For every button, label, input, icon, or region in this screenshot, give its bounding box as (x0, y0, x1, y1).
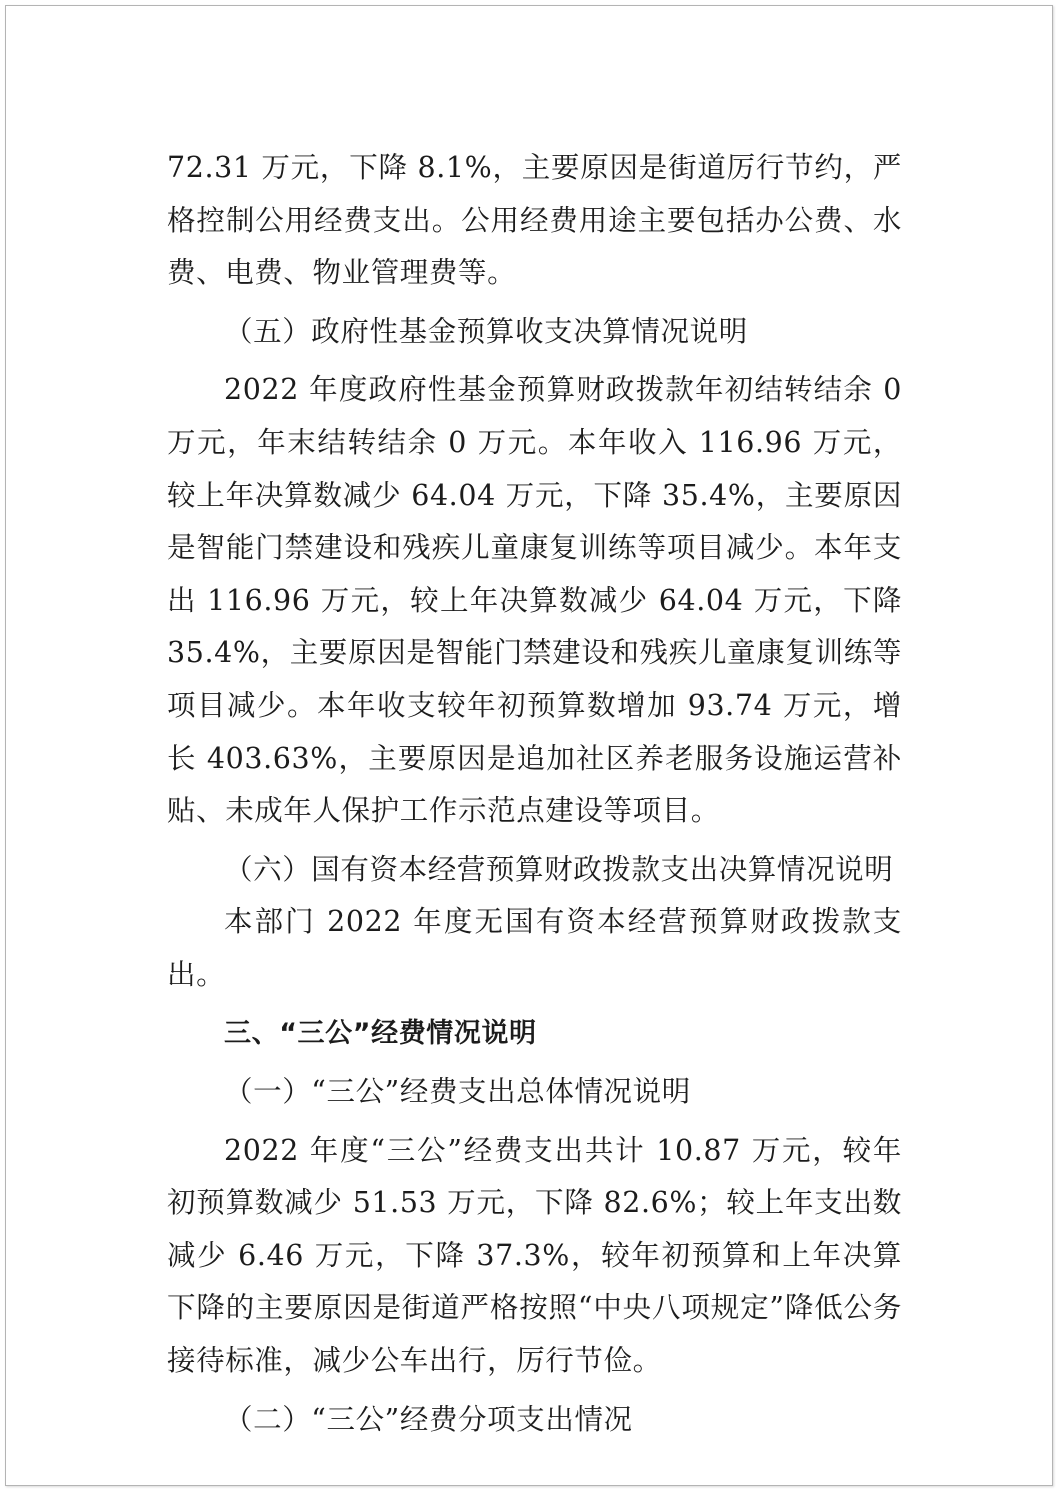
section-heading-three-public-expenses: 三、“三公”经费情况说明 (224, 1017, 537, 1049)
paragraph-state-capital-budget: 本部门 2022 年度无国有资本经营预算财政拨款支出。 (167, 905, 902, 991)
paragraph-public-expense-conclusion: 72.31 万元，下降 8.1%，主要原因是街道厉行节约，严格控制公用经费支出。公用经费用途主要包括办公费、水费、电费、物业管理费等。 (167, 151, 902, 290)
paragraph-three-public-overall: 2022 年度“三公”经费支出共计 10.87 万元，较年初预算数减少 51.53 万元，下降 82.6%；较上年支出数减少 6.46 万元，下降 37.3%，较年初预算和上年决算下降的主要原因是街道严格按照“中央八项规定”降低公务接待标准，减少公车出行，厉行节俭。 (167, 1133, 902, 1378)
document-page (5, 5, 1053, 1486)
heading-three-public-overall: （一）“三公”经费支出总体情况说明 (224, 1075, 691, 1109)
page-body (167, 142, 902, 1446)
heading-state-capital-budget: （六）国有资本经营预算财政拨款支出决算情况说明 (224, 852, 894, 886)
heading-government-fund-budget: （五）政府性基金预算收支决算情况说明 (224, 314, 748, 348)
heading-three-public-itemized: （二）“三公”经费分项支出情况 (224, 1402, 633, 1436)
paragraph-government-fund-budget: 2022 年度政府性基金预算财政拨款年初结转结余 0 万元，年末结转结余 0 万元。本年收入 116.96 万元，较上年决算数减少 64.04 万元，下降 35.4%，主要原因是智能门禁建设和残疾儿童康复训练等项目减少。本年支出 116.96 万元，较上年决算数减少 64.04 万元，下降 35.4%，主要原因是智能门禁建设和残疾儿童康复训练等项目减少。本年收支较年初预算数增加 93.74 万元，增长 403.63%，主要原因是追加社区养老服务设施运营补贴、未成年人保护工作示范点建设等项目。 (167, 373, 902, 828)
